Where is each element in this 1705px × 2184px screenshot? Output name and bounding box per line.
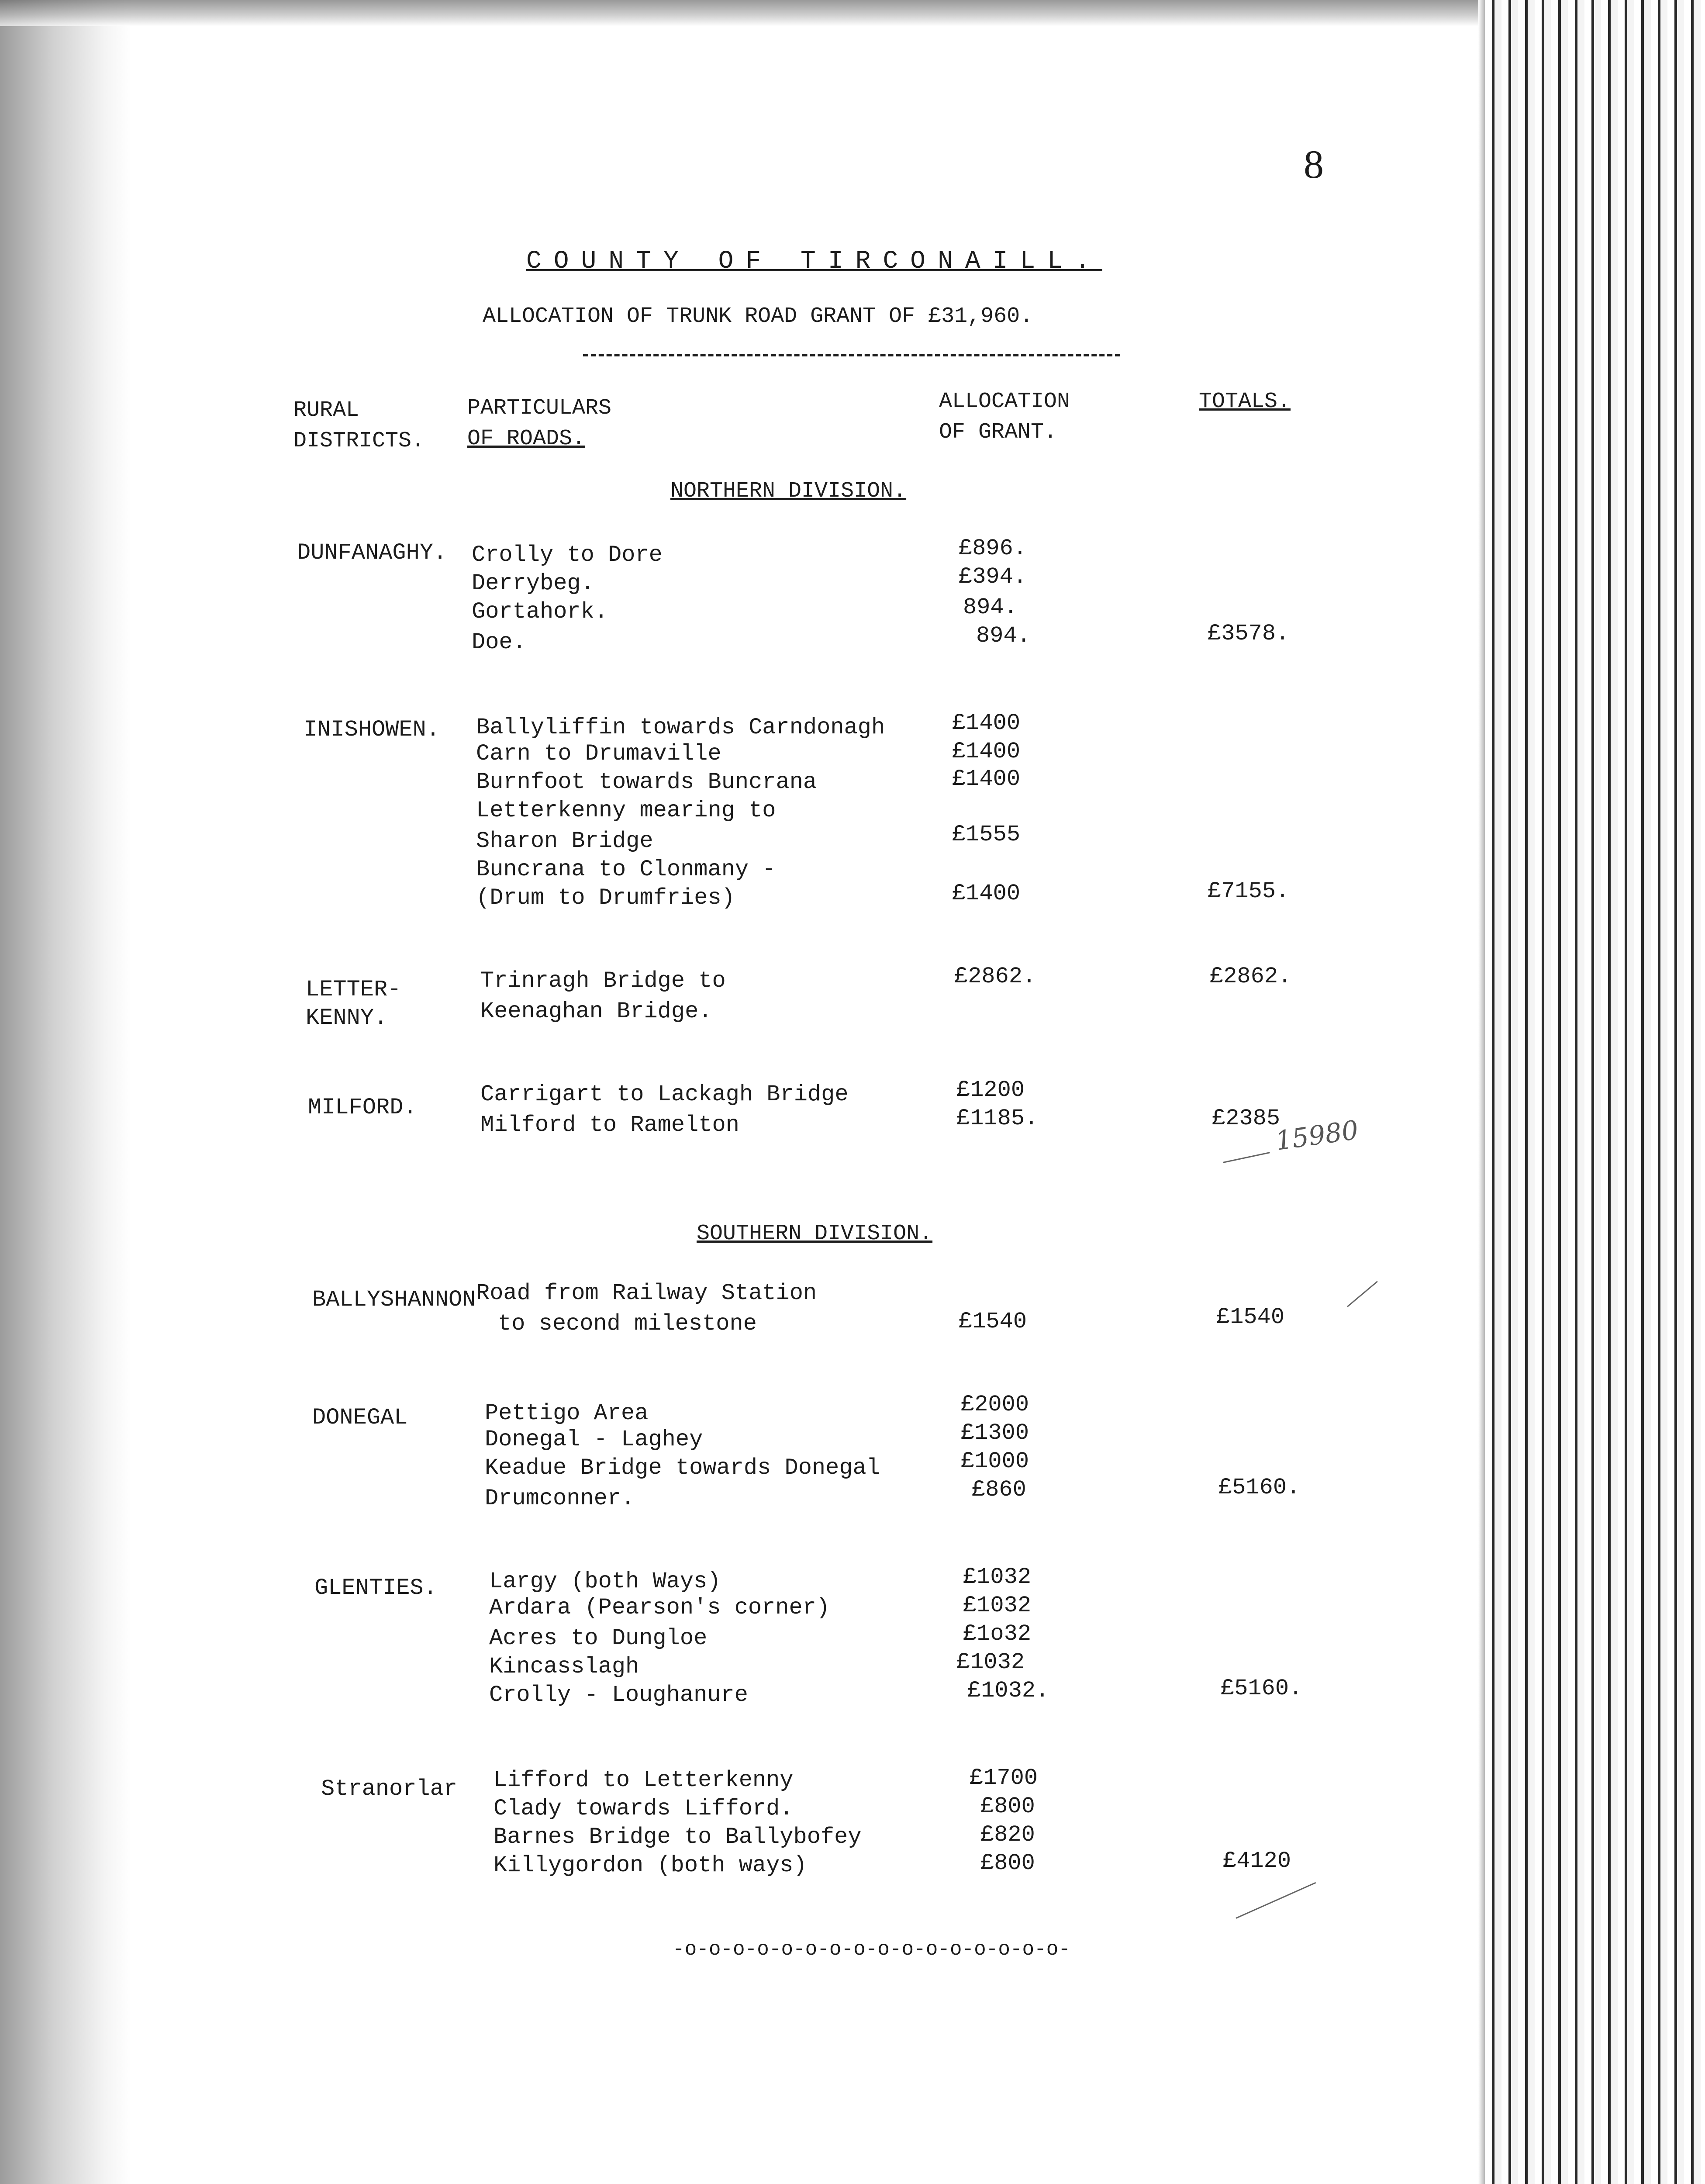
allocation-amount: £1185. — [956, 1106, 1039, 1131]
district-total: £1540 — [1216, 1304, 1285, 1330]
subtitle-rule — [583, 354, 1120, 356]
allocation-amount: £860 — [972, 1477, 1026, 1503]
district-name-cont: KENNY. — [306, 1005, 388, 1031]
district-total: £4120 — [1223, 1848, 1291, 1874]
road-entry: Largy (both Ways) — [489, 1569, 721, 1594]
scan-shadow-left — [0, 0, 131, 2184]
road-entry: Gortahork. — [472, 599, 608, 625]
header-districts: DISTRICTS. — [293, 429, 425, 453]
road-entry: Ballyliffin towards Carndonagh — [476, 715, 885, 740]
district-name: BALLYSHANNON — [312, 1287, 476, 1313]
district-total: £7155. — [1208, 878, 1290, 904]
allocation-amount: £1540 — [959, 1309, 1027, 1334]
road-entry: Crolly to Dore — [472, 542, 663, 568]
road-entry: Buncrana to Clonmany - — [476, 857, 776, 882]
allocation-amount: £1400 — [952, 766, 1021, 792]
district-name: GLENTIES. — [314, 1575, 437, 1601]
district-total: £5160. — [1218, 1475, 1301, 1500]
road-entry: Clady towards Lifford. — [494, 1796, 794, 1821]
district-total: £2385 — [1212, 1106, 1280, 1131]
road-entry: Keenaghan Bridge. — [480, 999, 712, 1024]
page-edges — [1485, 0, 1705, 2184]
road-entry: Doe. — [472, 629, 526, 655]
district-name: INISHOWEN. — [304, 717, 440, 743]
header-allocation: ALLOCATION — [939, 389, 1070, 414]
road-entry: Acres to Dungloe — [489, 1625, 708, 1651]
header-rural: RURAL — [293, 398, 359, 423]
road-entry: Road from Railway Station — [476, 1280, 817, 1306]
road-entry: Carrigart to Lackagh Bridge — [480, 1082, 849, 1107]
allocation-amount: £1400 — [952, 881, 1021, 906]
allocation-amount: £1000 — [961, 1448, 1029, 1474]
district-name: DONEGAL — [312, 1405, 408, 1431]
pencil-mark — [1236, 1882, 1316, 1919]
district-total: £3578. — [1208, 621, 1290, 646]
pencil-mark — [1223, 1152, 1270, 1163]
footer-rule: -o-o-o-o-o-o-o-o-o-o-o-o-o-o-o-o- — [673, 1938, 1070, 1961]
scan-shadow-top — [0, 0, 1705, 26]
page-number: 8 — [1304, 142, 1324, 187]
road-entry: Drumconner. — [485, 1486, 635, 1511]
road-entry: Crolly - Loughanure — [489, 1682, 748, 1708]
allocation-amount: £1032 — [956, 1649, 1025, 1675]
allocation-amount: £820 — [980, 1822, 1035, 1848]
road-entry: Burnfoot towards Buncrana — [476, 769, 817, 795]
road-entry: Keadue Bridge towards Donegal — [485, 1455, 880, 1481]
allocation-amount: £2000 — [961, 1392, 1029, 1417]
road-entry: Donegal - Laghey — [485, 1427, 703, 1452]
northern-division-heading: NORTHERN DIVISION. — [670, 479, 907, 504]
road-entry: Barnes Bridge to Ballybofey — [494, 1824, 862, 1850]
road-entry: Killygordon (both ways) — [494, 1852, 807, 1878]
pencil-annotation: 15980 — [1274, 1115, 1360, 1157]
header-of-grant: OF GRANT. — [939, 420, 1057, 445]
allocation-amount: £1032 — [963, 1593, 1032, 1618]
road-entry: Trinragh Bridge to — [480, 968, 726, 994]
header-totals: TOTALS. — [1199, 389, 1291, 414]
allocation-amount: £1555 — [952, 822, 1021, 847]
road-entry: Pettigo Area — [485, 1400, 649, 1426]
allocation-amount: £1032 — [963, 1564, 1032, 1590]
document-subtitle: ALLOCATION OF TRUNK ROAD GRANT OF £31,960. — [483, 304, 1033, 329]
road-entry: Lifford to Letterkenny — [494, 1767, 794, 1793]
southern-division-heading: SOUTHERN DIVISION. — [697, 1221, 933, 1246]
allocation-amount: £2862. — [954, 964, 1036, 989]
allocation-amount: £394. — [959, 564, 1027, 590]
header-of-roads: OF ROADS. — [467, 426, 586, 451]
allocation-amount: £1400 — [952, 710, 1021, 736]
document-title: COUNTY OF TIRCONAILL. — [526, 247, 1102, 276]
district-name: MILFORD. — [308, 1095, 417, 1120]
allocation-amount: £1032. — [967, 1678, 1049, 1704]
district-name: LETTER- — [306, 977, 401, 1002]
road-entry: Kincasslagh — [489, 1654, 639, 1679]
road-entry: Derrybeg. — [472, 570, 594, 596]
allocation-amount: 894. — [976, 623, 1031, 649]
road-entry: Ardara (Pearson's corner) — [489, 1595, 830, 1621]
allocation-amount: £800 — [980, 1850, 1035, 1876]
allocation-amount: £1200 — [956, 1077, 1025, 1103]
pencil-mark — [1347, 1281, 1378, 1307]
allocation-amount: £1300 — [961, 1420, 1029, 1446]
district-name: Stranorlar — [321, 1776, 458, 1802]
district-total: £5160. — [1221, 1676, 1303, 1701]
allocation-amount: £800 — [980, 1794, 1035, 1819]
header-particulars: PARTICULARS — [467, 396, 612, 421]
allocation-amount: £1700 — [970, 1765, 1038, 1791]
road-entry: (Drum to Drumfries) — [476, 885, 735, 911]
allocation-amount: 894. — [963, 594, 1018, 620]
road-entry: Letterkenny mearing to — [476, 798, 776, 823]
allocation-amount: £1400 — [952, 739, 1021, 764]
road-entry: to second milestone — [498, 1311, 757, 1337]
road-entry: Carn to Drumaville — [476, 741, 721, 767]
district-total: £2862. — [1210, 964, 1292, 989]
road-entry: Sharon Bridge — [476, 828, 653, 854]
road-entry: Milford to Ramelton — [480, 1112, 739, 1138]
allocation-amount: £1o32 — [963, 1621, 1032, 1647]
district-name: DUNFANAGHY. — [297, 540, 447, 566]
allocation-amount: £896. — [959, 536, 1027, 561]
